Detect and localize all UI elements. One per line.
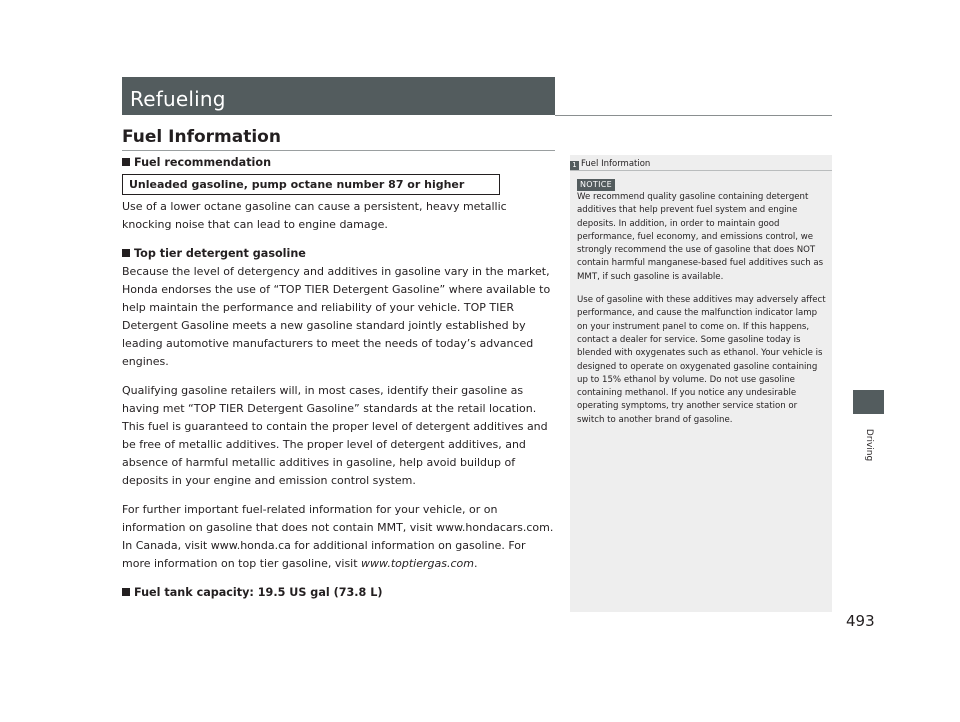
chapter-label: Driving — [864, 428, 874, 462]
page-title: Fuel Information — [122, 127, 281, 147]
title-rule — [122, 150, 555, 151]
page-number: 493 — [846, 612, 875, 630]
fuel-spec-box: Unleaded gasoline, pump octane number 87 or higher — [122, 174, 500, 195]
fuel-tank-capacity-heading: Fuel tank capacity: 19.5 US gal (73.8 L) — [122, 584, 554, 602]
sidebar-paragraph-1: We recommend quality gasoline containing detergent additives that help prevent fuel system and engine deposits. In addition, in order to maintain good performance, fuel economy, and emissions control, we strongly recommend the use of gasoline that does NOT contain harmful manganese-based fuel additives such as MMT, if such gasoline is available. — [577, 192, 824, 282]
section-title: Refueling — [130, 87, 226, 111]
bullet-square-icon — [122, 158, 130, 166]
top-tier-paragraph-3: For further important fuel-related information for your vehicle, or on information on gasoline that does not contain MMT, visit www.hondacars.com. In Canada, visit www.honda.ca for additional information on gasoline. For more information on top tier gasoline, visit www.toptiergas.com. — [122, 503, 554, 570]
sidebar-header: 1 Fuel Information — [570, 157, 832, 172]
sidebar-rule — [570, 170, 832, 171]
sidebar-paragraph-2: Use of gasoline with these additives may adversely affect performance, and cause the malfunction indicator lamp on your instrument panel to come on. If this happens, contact a dealer for service. Some gasoline today is blended with oxygenates such as ethanol. Your vehicle is designed to operate on oxygenated gasoline containing up to 15% ethanol by volume. Do not use gasoline containing methanol. If you notice any undesirable operating symptoms, try another service station or switch to another brand of gasoline. — [577, 295, 826, 425]
sidebar-text — [577, 191, 827, 427]
fuel-recommendation-heading: Fuel recommendation — [122, 154, 554, 172]
octane-warning-text: Use of a lower octane gasoline can cause a persistent, heavy metallic knocking noise that can lead to engine damage. — [122, 200, 507, 231]
top-tier-paragraph-1: Because the level of detergency and additives in gasoline vary in the market, Honda endorses the use of “TOP TIER Detergent Gasoline” where available to help maintain the performance and reliability of your vehicle. TOP TIER Detergent Gasoline meets a new gasoline standard jointly established by leading automotive manufacturers to meet the needs of today’s advanced engines. — [122, 265, 551, 368]
top-tier-heading: Top tier detergent gasoline — [122, 245, 554, 263]
bullet-square-icon — [122, 588, 130, 596]
bullet-square-icon — [122, 249, 130, 257]
top-tier-paragraph-2: Qualifying gasoline retailers will, in most cases, identify their gasoline as having met “TOP TIER Detergent Gasoline” standards at the retail location. This fuel is guaranteed to contain the proper level of detergent additives and be free of metallic additives. The proper level of detergent additives, and absence of harmful metallic additives in gasoline, help avoid buildup of deposits in your engine and emission control system. — [122, 384, 548, 487]
main-content — [122, 154, 554, 602]
band-rule — [555, 115, 832, 116]
toptiergas-link[interactable]: www.toptiergas.com — [361, 557, 474, 570]
notice-badge: NOTICE — [577, 179, 615, 191]
reference-number-icon: 1 — [570, 161, 579, 170]
